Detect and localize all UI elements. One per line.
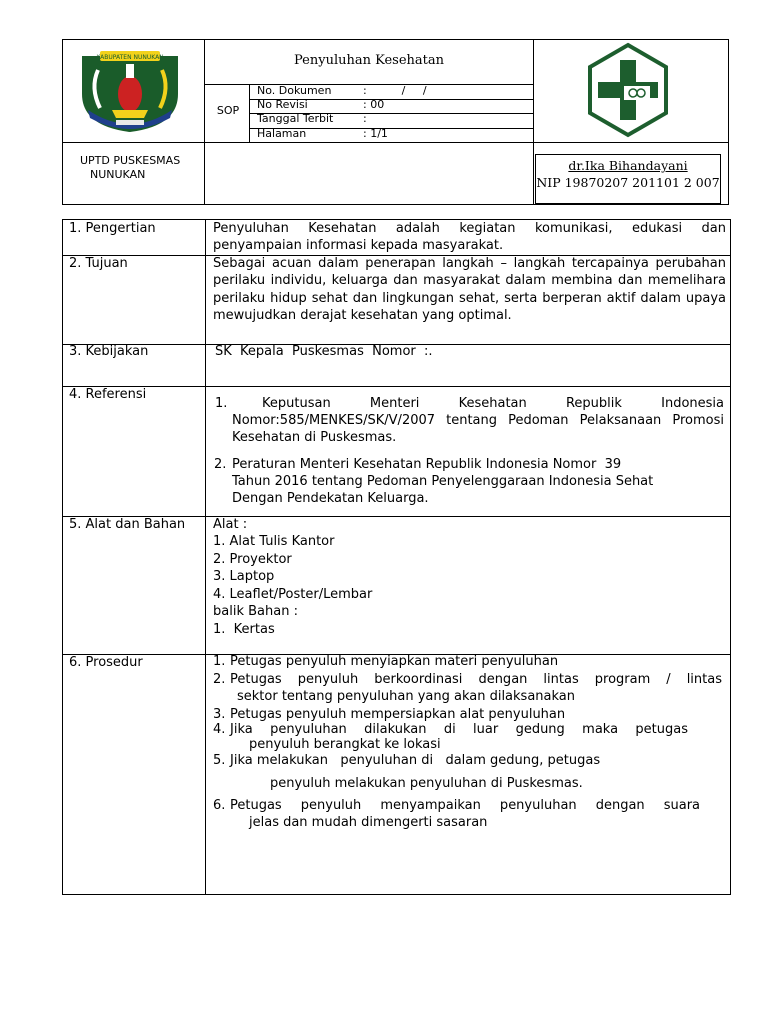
prosedur-item-number: 3. xyxy=(213,707,226,722)
section-label-kebijakan: 3. Kebijakan xyxy=(69,344,149,359)
section-label-tujuan: 2. Tujuan xyxy=(69,256,128,271)
alat-line: 3. Laptop xyxy=(213,569,275,584)
prosedur-item-text: Petugas penyuluh menyampaikan penyuluhan dengan suara xyxy=(230,798,700,813)
prosedur-item-continuation: jelas dan mudah dimengerti sasaran xyxy=(249,815,488,830)
prosedur-item-number: 6. xyxy=(213,798,226,813)
signature-box xyxy=(535,154,721,204)
meta-label-no-dokumen: No. Dokumen xyxy=(257,84,332,97)
referensi-item-1-rest: Nomor:585/MENKES/SK/V/2007 tentang Pedoman Pelaksanaan Promosi Kesehatan di Puskesmas. xyxy=(232,413,724,446)
prosedur-item-text: Petugas penyuluh mempersiapkan alat penyuluhan xyxy=(230,707,566,722)
meta-label-halaman: Halaman xyxy=(257,127,307,140)
alat-line: balik Bahan : xyxy=(213,604,298,619)
alat-line: 1. Kertas xyxy=(213,622,275,637)
referensi-item-2-first-line: Peraturan Menteri Kesehatan Republik Indonesia Nomor 39 xyxy=(232,457,622,472)
alat-line: 4. Leaflet/Poster/Lembar xyxy=(213,587,373,602)
alat-line: 2. Proyektor xyxy=(213,552,292,567)
meta-value-no-revisi: : 00 xyxy=(363,98,385,111)
logo-banner-text: KABUPATEN NUNUKAN xyxy=(96,54,164,61)
referensi-item-2-rest: Tahun 2016 tentang Pedoman Penyelenggaraan Indonesia Sehat Dengan Pendekatan Keluarga. xyxy=(232,474,654,507)
section-text-kebijakan: SK Kepala Puskesmas Nomor :. xyxy=(215,344,433,359)
section-label-alat: 5. Alat dan Bahan xyxy=(69,517,186,532)
prosedur-item-continuation: sektor tentang penyuluhan yang akan dilaksanakan xyxy=(237,689,576,704)
table-row-divider xyxy=(63,386,730,387)
prosedur-item-text: Jika penyuluhan dilakukan di luar gedung maka petugas xyxy=(230,722,688,737)
section-text-pengertian: Penyuluhan Kesehatan adalah kegiatan komunikasi, edukasi dan penyampaian informasi kepada masyarakat. xyxy=(213,221,726,254)
meta-label-no-revisi: No Revisi xyxy=(257,98,308,111)
header-divider xyxy=(63,142,728,143)
sop-label: SOP xyxy=(216,104,240,117)
puskesmas-cross-logo xyxy=(580,42,676,138)
prosedur-item-number: 2. xyxy=(213,672,226,687)
section-text-tujuan: Sebagai acuan dalam penerapan langkah – langkah tercapainya perubahan perilaku individu, keluarga dan masyarakat dalam membina dan memelihara perilaku hidup sehat dan lingkungan sehat, serta berperan aktif dalam upaya mewujudkan derajat kesehatan yang optimal. xyxy=(213,256,726,323)
signer-name: dr.Ika Bihandayani xyxy=(568,158,688,173)
prosedur-item-continuation: penyuluh berangkat ke lokasi xyxy=(249,737,441,752)
section-label-referensi: 4. Referensi xyxy=(69,387,147,402)
meta-value-halaman: : 1/1 xyxy=(363,127,388,140)
meta-value-no-dokumen: : / / xyxy=(363,84,427,97)
alat-line: 1. Alat Tulis Kantor xyxy=(213,534,335,549)
table-column-divider xyxy=(205,220,206,894)
meta-label-tanggal-terbit: Tanggal Terbit xyxy=(257,112,334,125)
regency-logo xyxy=(78,48,182,134)
signer-nip: NIP 19870207 201101 2 007 xyxy=(536,175,720,190)
document-title: Penyuluhan Kesehatan xyxy=(294,53,444,68)
section-label-pengertian: 1. Pengertian xyxy=(69,221,156,236)
prosedur-item-text: Jika melakukan penyuluhan di dalam gedung, petugas xyxy=(230,753,601,768)
org-name-line1: UPTD PUSKESMAS xyxy=(80,154,181,167)
prosedur-item-number: 5. xyxy=(213,753,226,768)
meta-value-tanggal-terbit: : xyxy=(363,112,367,125)
section-label-prosedur: 6. Prosedur xyxy=(69,655,143,670)
prosedur-item-number: 1. xyxy=(213,654,226,669)
referensi-item-number: 2. xyxy=(214,457,227,472)
referensi-item-number: 1. xyxy=(215,396,228,411)
alat-line: Alat : xyxy=(213,517,248,532)
prosedur-item-text: Petugas penyuluh berkoordinasi dengan lintas program / lintas xyxy=(230,672,722,687)
prosedur-item-continuation: penyuluh melakukan penyuluhan di Puskesmas. xyxy=(270,776,583,791)
org-name-line2: NUNUKAN xyxy=(90,168,146,181)
prosedur-item-text: Petugas penyuluh menyiapkan materi penyuluhan xyxy=(230,654,559,669)
prosedur-item-number: 4. xyxy=(213,722,226,737)
referensi-item-1-first-line: Keputusan Menteri Kesehatan Republik Indonesia xyxy=(262,396,724,411)
